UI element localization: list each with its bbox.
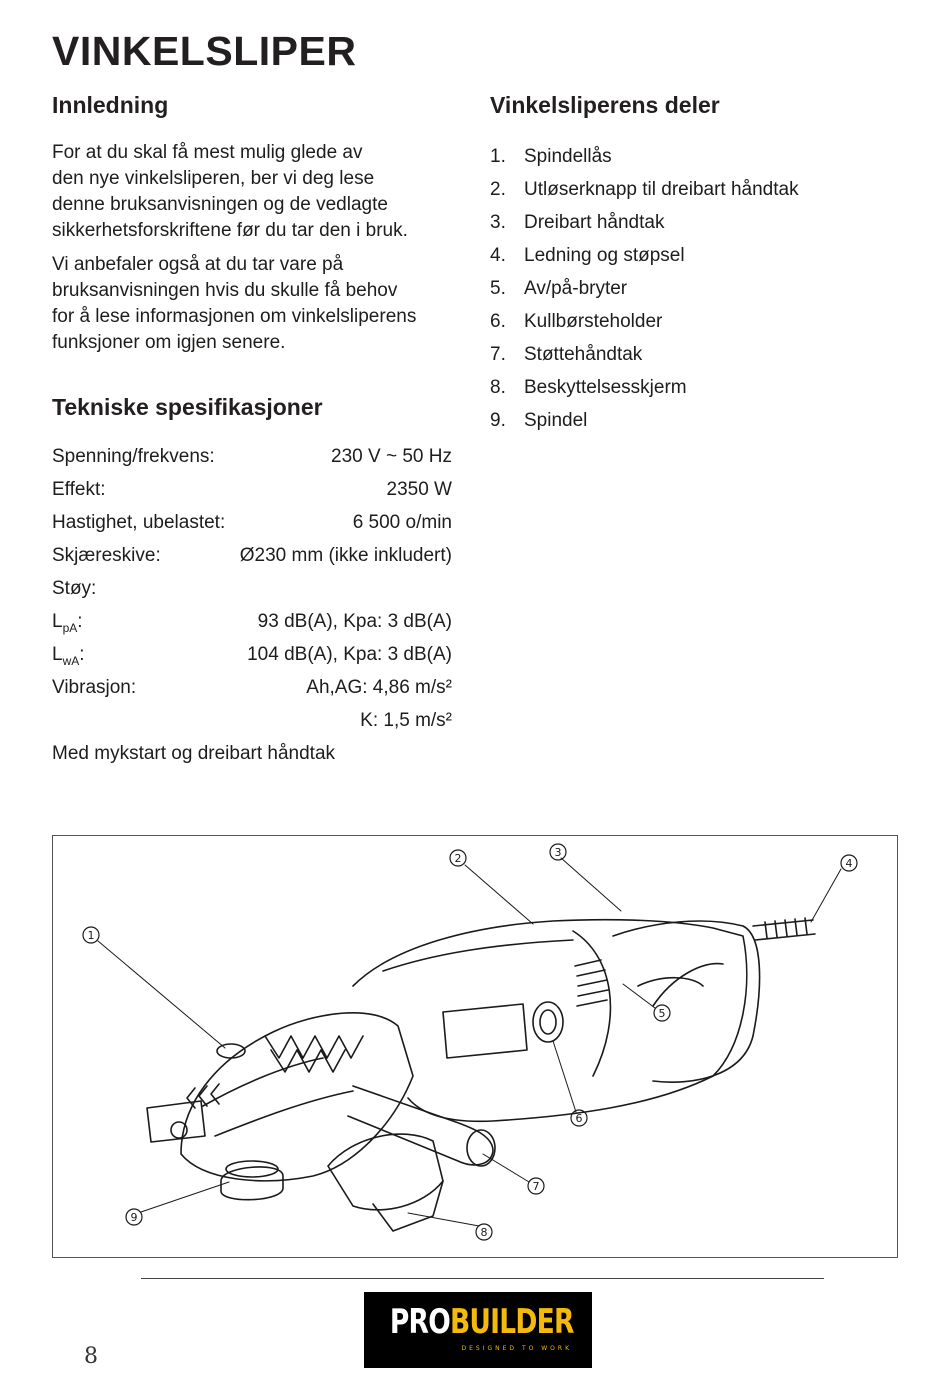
spec-row bbox=[52, 539, 452, 572]
svg-text:9: 9 bbox=[130, 1211, 138, 1224]
spec-row bbox=[52, 506, 452, 539]
spec-label: Effekt: bbox=[52, 479, 106, 500]
callout-7 bbox=[528, 1178, 544, 1194]
guard bbox=[328, 1134, 443, 1210]
motor-body bbox=[353, 920, 747, 1122]
rear-handle bbox=[613, 921, 760, 1082]
list-item: 7. Støttehåndtak bbox=[490, 344, 643, 365]
spec-value: Ø230 mm (ikke inkludert) bbox=[239, 545, 452, 566]
spec-label: Spenning/frekvens: bbox=[52, 446, 215, 467]
spec-value: 93 dB(A), Kpa: 3 dB(A) bbox=[257, 611, 452, 632]
svg-text:2: 2 bbox=[454, 852, 462, 865]
callout-5 bbox=[654, 1005, 670, 1021]
logo-tagline: DESIGNED TO WORK bbox=[461, 1345, 572, 1352]
callout-3 bbox=[550, 844, 566, 860]
right-column bbox=[490, 88, 910, 437]
motor-body-band bbox=[383, 940, 573, 971]
list-item: 5. Av/på-bryter bbox=[490, 278, 628, 299]
spec-value: 104 dB(A), Kpa: 3 dB(A) bbox=[247, 644, 452, 665]
spec-row bbox=[52, 605, 452, 638]
spec-value: 6 500 o/min bbox=[352, 512, 452, 533]
cord-strain-relief bbox=[753, 918, 815, 940]
callout-2 bbox=[450, 850, 466, 866]
specs-heading: Tekniske spesifikasjoner bbox=[52, 394, 323, 420]
list-item: 3. Dreibart håndtak bbox=[490, 212, 665, 233]
footer-divider bbox=[141, 1278, 824, 1279]
callout-6 bbox=[571, 1110, 587, 1126]
side-handle-cap bbox=[467, 1130, 495, 1166]
list-item: 4. Ledning og støpsel bbox=[490, 245, 685, 266]
side-handle bbox=[348, 1086, 493, 1165]
callout-9 bbox=[126, 1209, 142, 1225]
spec-label: Hastighet, ubelastet: bbox=[52, 512, 226, 533]
gear-head-top bbox=[203, 1058, 353, 1136]
list-item: 2. Utløserknapp til dreibart håndtak bbox=[490, 179, 799, 200]
leader-lines bbox=[98, 858, 841, 1226]
spindle-nut bbox=[226, 1161, 278, 1177]
list-item: 6. Kullbørsteholder bbox=[490, 311, 663, 332]
spindle bbox=[221, 1167, 283, 1200]
svg-text:4: 4 bbox=[845, 857, 853, 870]
svg-text:3: 3 bbox=[554, 846, 562, 859]
list-item: 1. Spindellås bbox=[490, 146, 612, 167]
spec-note: Med mykstart og dreibart håndtak bbox=[52, 743, 336, 764]
intro-text bbox=[52, 140, 452, 356]
spec-value: 230 V ~ 50 Hz bbox=[331, 446, 452, 467]
intro-heading: Innledning bbox=[52, 92, 169, 118]
page-title: VINKELSLIPER bbox=[52, 28, 357, 74]
motor-panel bbox=[443, 1004, 527, 1058]
list-item: 8. Beskyttelsesskjerm bbox=[490, 377, 687, 398]
callout-1 bbox=[83, 927, 99, 943]
parts-heading: Vinkelsliperens deler bbox=[490, 92, 720, 118]
spec-row bbox=[52, 473, 452, 506]
specs-table bbox=[52, 440, 452, 770]
spec-row bbox=[52, 671, 452, 704]
gear-head bbox=[181, 1013, 413, 1181]
probuilder-logo: PROBUILDER DESIGNED TO WORK bbox=[364, 1292, 592, 1368]
guard-lip bbox=[373, 1181, 443, 1231]
vent-ribs bbox=[265, 1036, 363, 1072]
list-item: 9. Spindel bbox=[490, 410, 588, 431]
svg-text:5: 5 bbox=[658, 1007, 666, 1020]
brush-holder bbox=[533, 1002, 563, 1042]
spec-label: $L_{wA}$: bbox=[52, 644, 85, 668]
spec-row bbox=[52, 704, 452, 737]
intro-paragraph: For at du skal få mest mulig glede av den nye vinkelsliperen, ber vi deg lese denne bruksanvisningen og de vedlagte sikkerhetsforskriftene før du tar den i bruk. bbox=[52, 142, 408, 241]
callout-8 bbox=[476, 1224, 492, 1240]
left-column bbox=[52, 88, 452, 770]
spec-row bbox=[52, 638, 452, 671]
spec-label: Vibrasjon: bbox=[52, 677, 137, 698]
svg-text:8: 8 bbox=[480, 1226, 488, 1239]
spec-value: Ah,AG: 4,86 m/s² bbox=[306, 677, 452, 698]
bracket-shape bbox=[147, 1101, 205, 1142]
page-number: 8 bbox=[84, 1344, 98, 1369]
spec-label: $L_{pA}$: bbox=[52, 611, 83, 635]
parts-list bbox=[490, 140, 910, 437]
intro-paragraph: Vi anbefaler også at du tar vare på bruksanvisningen hvis du skulle få behov for å lese informasjonen om vinkelsliperens funksjoner om igjen senere. bbox=[52, 254, 417, 353]
angle-grinder-diagram bbox=[52, 835, 898, 1258]
callout-4 bbox=[841, 855, 857, 871]
spec-value: K: 1,5 m/s² bbox=[360, 710, 452, 731]
spec-row bbox=[52, 440, 452, 473]
spec-label: Skjæreskive: bbox=[52, 545, 161, 566]
svg-text:6: 6 bbox=[575, 1112, 583, 1125]
spec-value: 2350 W bbox=[386, 479, 452, 500]
svg-text:7: 7 bbox=[532, 1180, 540, 1193]
spec-row bbox=[52, 572, 452, 605]
svg-text:1: 1 bbox=[87, 929, 95, 942]
angle-grinder-drawing bbox=[53, 836, 897, 1257]
brush-holder-inner bbox=[540, 1010, 556, 1034]
spec-label: Støy: bbox=[52, 578, 97, 599]
